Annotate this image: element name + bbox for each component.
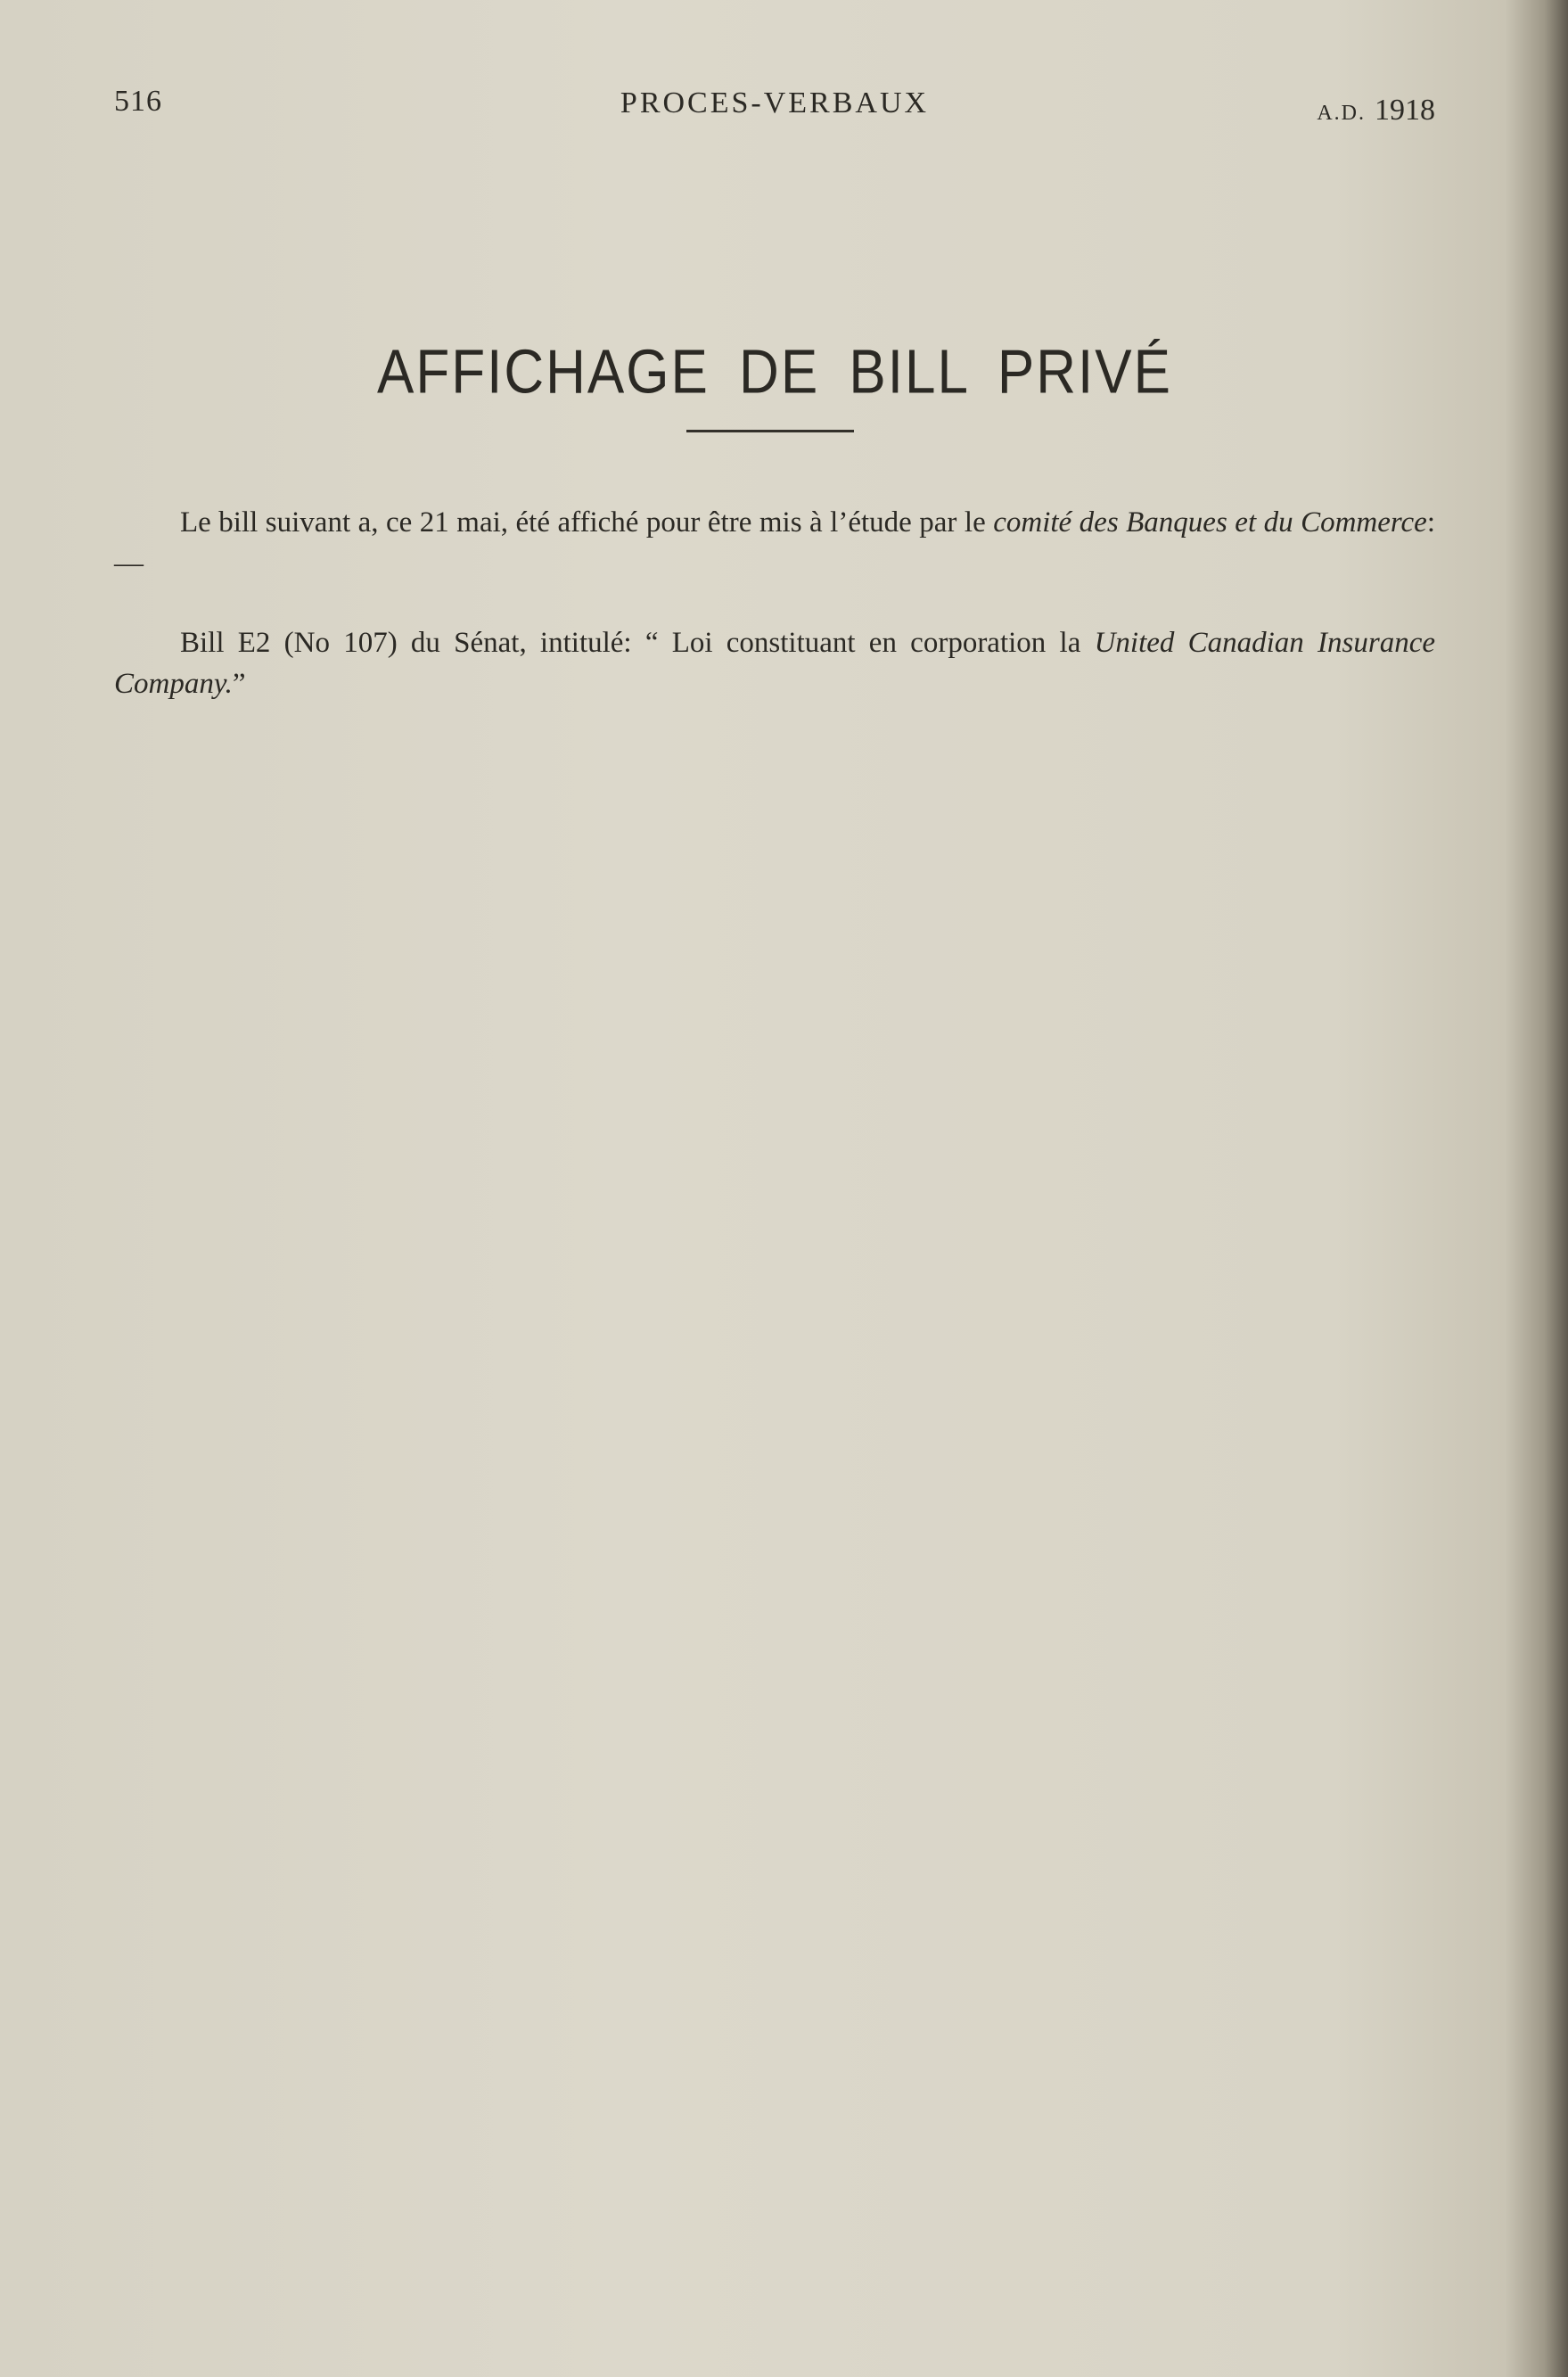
committee-name: comité des Banques et du Commerce [993, 506, 1427, 539]
bill-paragraph [114, 622, 1435, 704]
notice-text: Le bill suivant a, ce 21 mai, été affiché pour être mis à l’étude par le [180, 506, 994, 539]
bill-text-end: ” [232, 668, 246, 700]
year-prefix: A.D. [1317, 102, 1366, 125]
title-divider [686, 430, 854, 432]
page-header [114, 85, 1435, 138]
notice-paragraph [114, 502, 1435, 584]
section-title: AFFICHAGE DE BILL PRIVÉ [377, 337, 1172, 407]
bill-text: Bill E2 (No 107) du Sénat, intitulé: “ Loi constituant en corporation la [180, 627, 1095, 659]
page-number: 516 [114, 85, 162, 118]
running-title: PROCES-VERBAUX [620, 86, 930, 119]
year-value: 1918 [1375, 94, 1435, 127]
company-name: United Canadian Insurance Company. [114, 627, 1436, 700]
notice-text-end: :— [114, 506, 1435, 580]
header-year [1317, 94, 1435, 127]
